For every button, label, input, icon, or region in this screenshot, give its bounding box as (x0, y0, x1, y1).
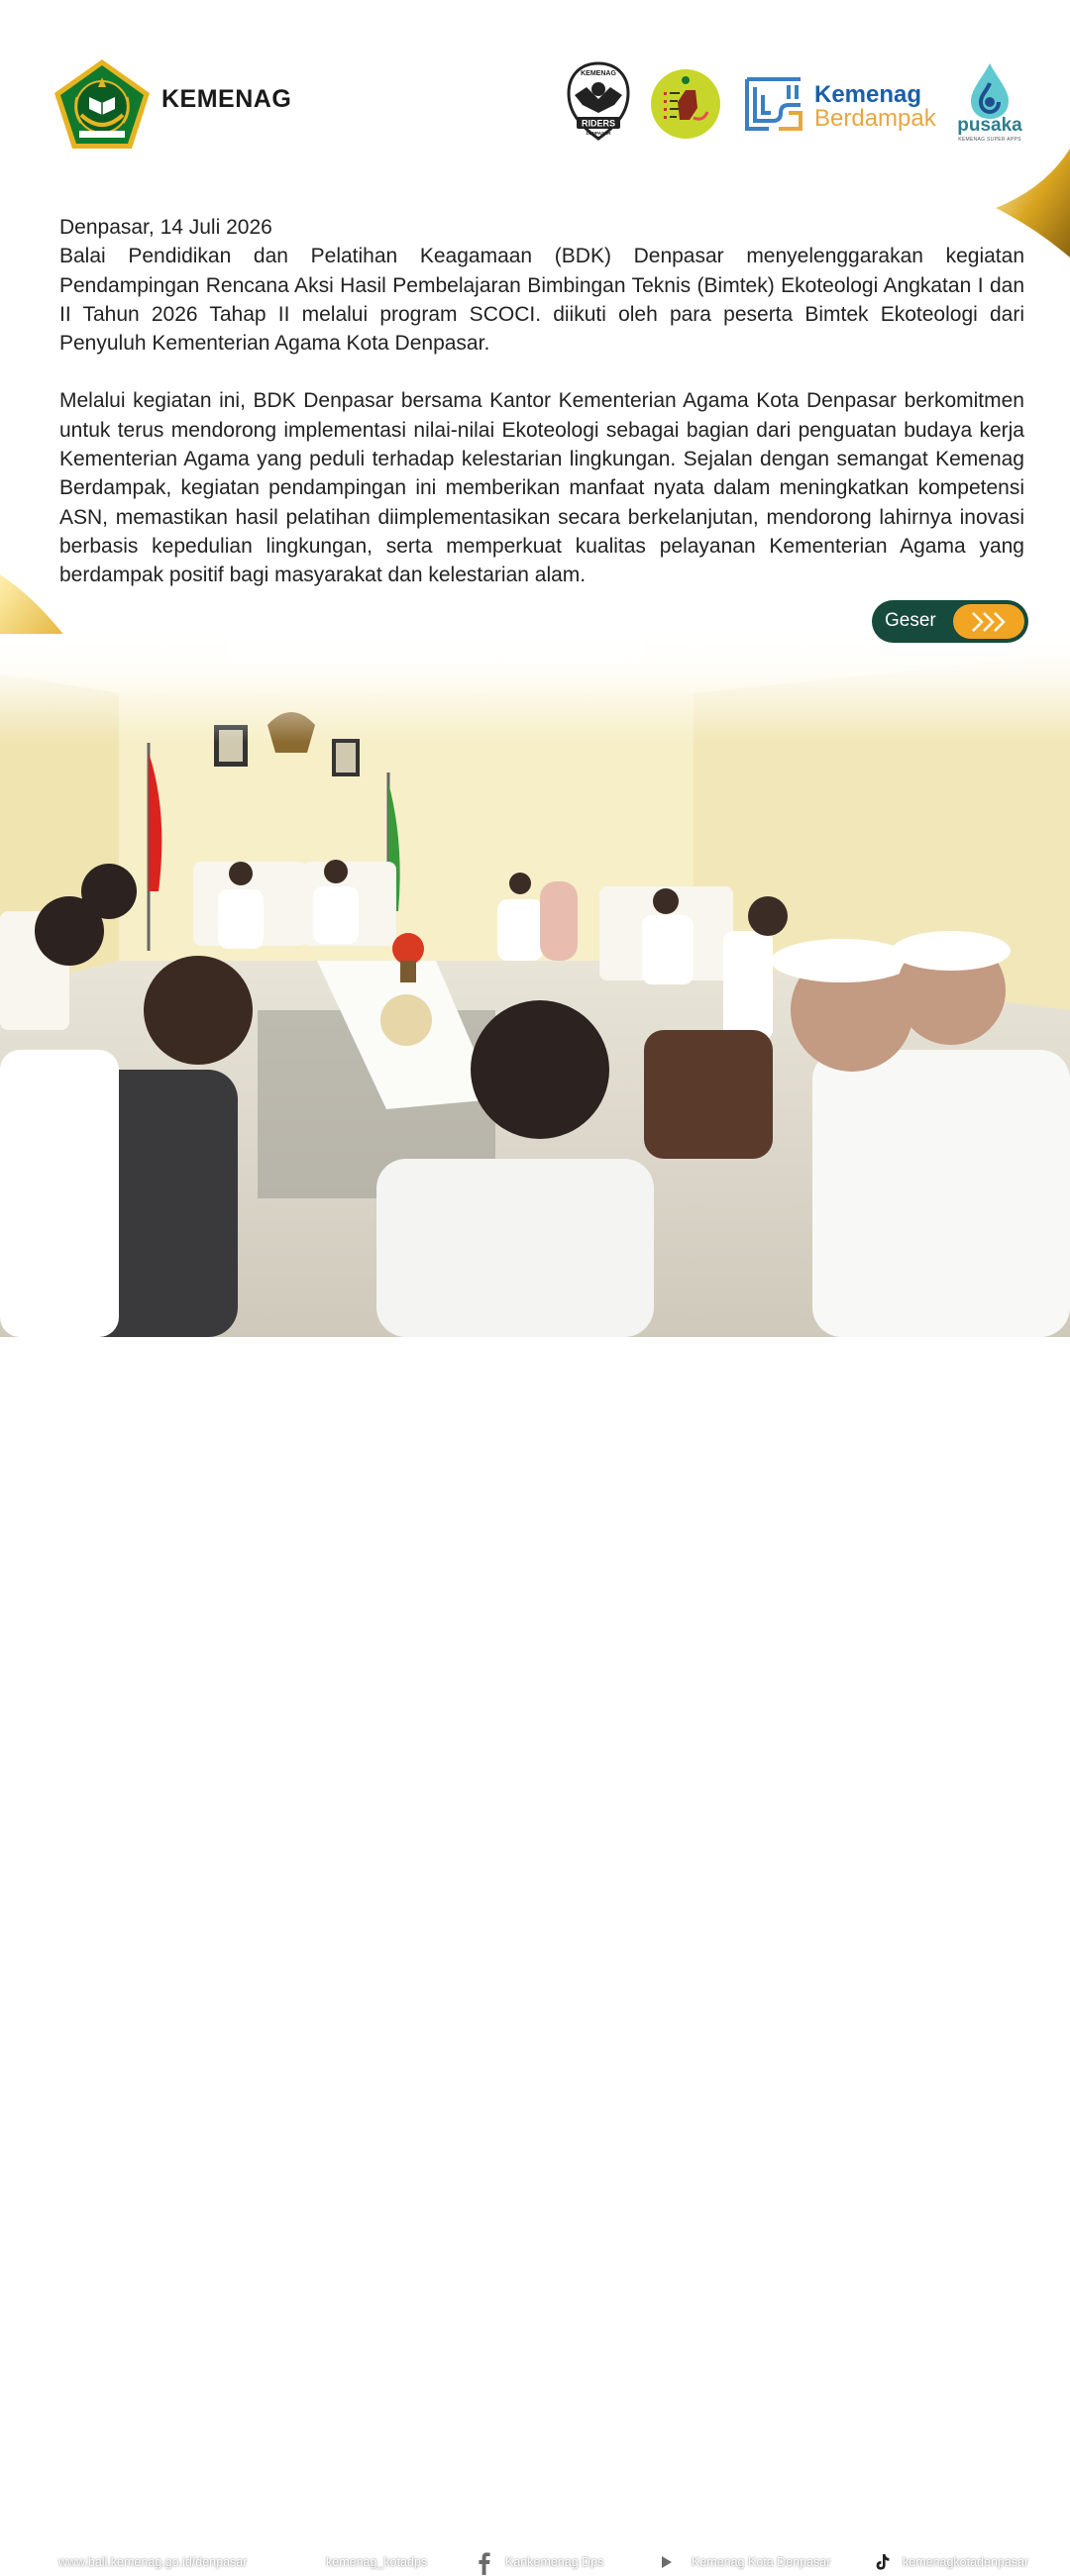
triple-chevron-right-icon (971, 611, 1011, 633)
footer-youtube-text: Kemenag Kota Denpasar (692, 2555, 831, 2569)
article-body (59, 213, 1024, 590)
riders-logo-top: KEMENAG (581, 70, 616, 77)
instagram-icon (291, 2548, 319, 2576)
footer-website-text: www.bali.kemenag.go.id/denpasar (58, 2555, 248, 2569)
footer-facebook[interactable] (471, 2548, 603, 2576)
pusaka-tagline: KEMENAG SUPER APPS (958, 137, 1021, 143)
footer-youtube[interactable] (647, 2548, 830, 2576)
footer-tiktok-text: kemenagkotadenpasar (903, 2555, 1029, 2569)
berdampak-line2: Berdampak (814, 105, 936, 132)
footer-instagram-text: kemenag_kotadps (326, 2555, 428, 2569)
photo-top-fade (0, 634, 1070, 743)
facebook-icon (471, 2548, 498, 2576)
globe-icon (24, 2548, 52, 2576)
pusaka-name: pusaka (957, 115, 1022, 136)
swipe-arrow-pill[interactable] (953, 604, 1024, 639)
riders-logo-icon (565, 59, 632, 143)
swipe-button-label[interactable]: Geser (885, 610, 936, 631)
berdampak-wordmark (814, 83, 936, 131)
footer-website[interactable] (24, 2548, 247, 2576)
footer-facebook-text: Kankemenag Dps (505, 2555, 604, 2569)
brand-name: KEMENAG (161, 85, 292, 113)
article-paragraph-1: Balai Pendidikan dan Pelatihan Keagamaan (BDK) Denpasar menyelenggarakan kegiatan Pendampingan Rencana Aksi Hasil Pembelajaran Bimbingan Teknis (Bimtek) Ekoteologi Angkatan I dan II Tahun 2026 Tahap II melalui program SCOCI. diikuti oleh para peserta Bimtek Ekoteologi dari Penyuluh Kementerian Agama Kota Denpasar. (59, 245, 1024, 356)
article-date: Denpasar, 14 Juli 2026 (59, 216, 272, 239)
header (0, 0, 1070, 188)
berdampak-logo-icon (743, 73, 804, 135)
article-paragraph-2: Melalui kegiatan ini, BDK Denpasar bersama Kantor Kementerian Agama Kota Denpasar berkomitmen untuk terus mendorong implementasi nilai-nilai Ekoteologi sebagai bagian dari penguatan budaya kerja Kementerian Agama yang peduli terhadap kelestarian lingkungan. Sejalan dengan semangat Kemenag Berdampak, kegiatan pendampingan ini memberikan manfaat nyata dalam meningkatkan kompetensi ASN, memastikan hasil pelatihan diimplementasikan secara berkelanjutan, mendorong lahirnya inovasi berbasis kepedulian lingkungan, serta memperkuat kualitas pelayanan Kementerian Agama yang berdampak positif bagi masyarakat dan kelestarian alam. (59, 389, 1024, 587)
kemenag-emblem-icon (52, 57, 153, 151)
footer-instagram[interactable] (291, 2548, 427, 2576)
berdampak-line1: Kemenag (814, 81, 922, 108)
youtube-icon (647, 2548, 685, 2576)
tiktok-icon (868, 2548, 896, 2576)
footer-social-bar (0, 1268, 1070, 2569)
footer-tiktok[interactable] (868, 2548, 1028, 2576)
riders-logo-middle: RIDERS (581, 118, 616, 129)
sahabat-logo-icon (650, 68, 721, 140)
riders-logo-bottom: DENPASAR (586, 131, 611, 136)
